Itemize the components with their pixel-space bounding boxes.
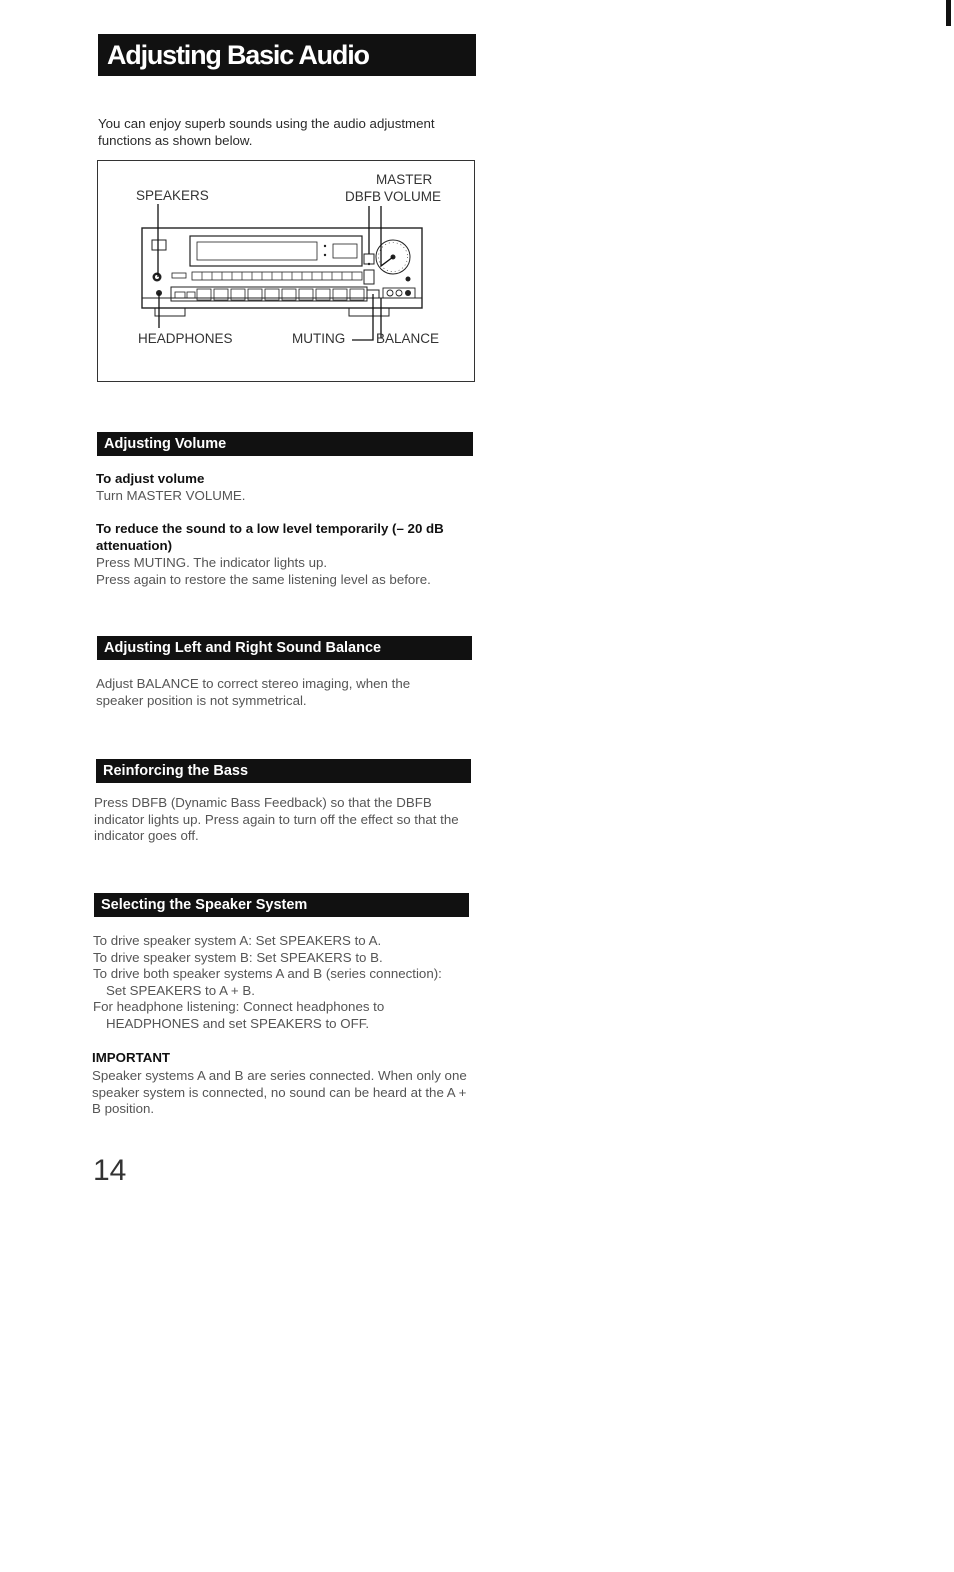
text-muting-press: Press MUTING. The indicator lights up. — [96, 555, 328, 570]
page-edge-mark — [946, 0, 951, 26]
page-title: Adjusting Basic Audio Controls — [98, 34, 476, 76]
subhead-adjust-volume: To adjust volume — [96, 471, 205, 486]
text-bass: Press DBFB (Dynamic Bass Feedback) so that the DBFB indicator lights up. Press again to turn off the effect so that the indicator goes off. — [94, 795, 459, 843]
section-heading-volume: Adjusting Volume — [97, 432, 473, 456]
text-adjust-volume: Turn MASTER VOLUME. — [96, 488, 246, 503]
speaker-line-ab: To drive both speaker systems A and B (series connection): — [93, 966, 442, 981]
important-text: Speaker systems A and B are series connected. When only one speaker system is connected, no sound can be heard at the A + B position. — [92, 1068, 467, 1116]
speaker-line-headphones: For headphone listening: Connect headphones to — [93, 999, 385, 1014]
label-master: MASTER — [376, 172, 433, 187]
intro-text: You can enjoy superb sounds using the audio adjustment functions as shown below. — [98, 116, 435, 148]
section-heading-balance: Adjusting Left and Right Sound Balance — [97, 636, 472, 660]
label-speakers: SPEAKERS — [136, 188, 209, 203]
important-label: IMPORTANT — [92, 1050, 171, 1065]
text-muting-restore: Press again to restore the same listening level as before. — [96, 572, 431, 587]
speaker-instructions — [93, 933, 473, 1032]
speaker-line-b: To drive speaker system B: Set SPEAKERS to B. — [93, 949, 383, 965]
label-dbfb: DBFB — [345, 189, 382, 204]
label-muting: MUTING — [292, 331, 346, 346]
section-heading-speaker-system: Selecting the Speaker System — [94, 893, 469, 917]
text-balance: Adjust BALANCE to correct stereo imaging, when the speaker position is not symmetrical. — [96, 676, 411, 708]
label-headphones: HEADPHONES — [138, 331, 233, 346]
label-volume: VOLUME — [384, 189, 442, 204]
speaker-line-a: To drive speaker system A: Set SPEAKERS to A. — [93, 933, 382, 948]
receiver-front-panel-figure — [97, 160, 475, 382]
speaker-line-headphones-set: HEADPHONES and set SPEAKERS to OFF. — [106, 1015, 370, 1031]
speaker-line-ab-set: Set SPEAKERS to A + B. — [106, 982, 255, 998]
subhead-muting: To reduce the sound to a low level temporarily (– 20 dB attenuation) — [96, 521, 444, 553]
label-balance: BALANCE — [376, 331, 440, 346]
section-heading-bass: Reinforcing the Bass — [96, 759, 471, 783]
page-number: 14 — [93, 1154, 127, 1187]
